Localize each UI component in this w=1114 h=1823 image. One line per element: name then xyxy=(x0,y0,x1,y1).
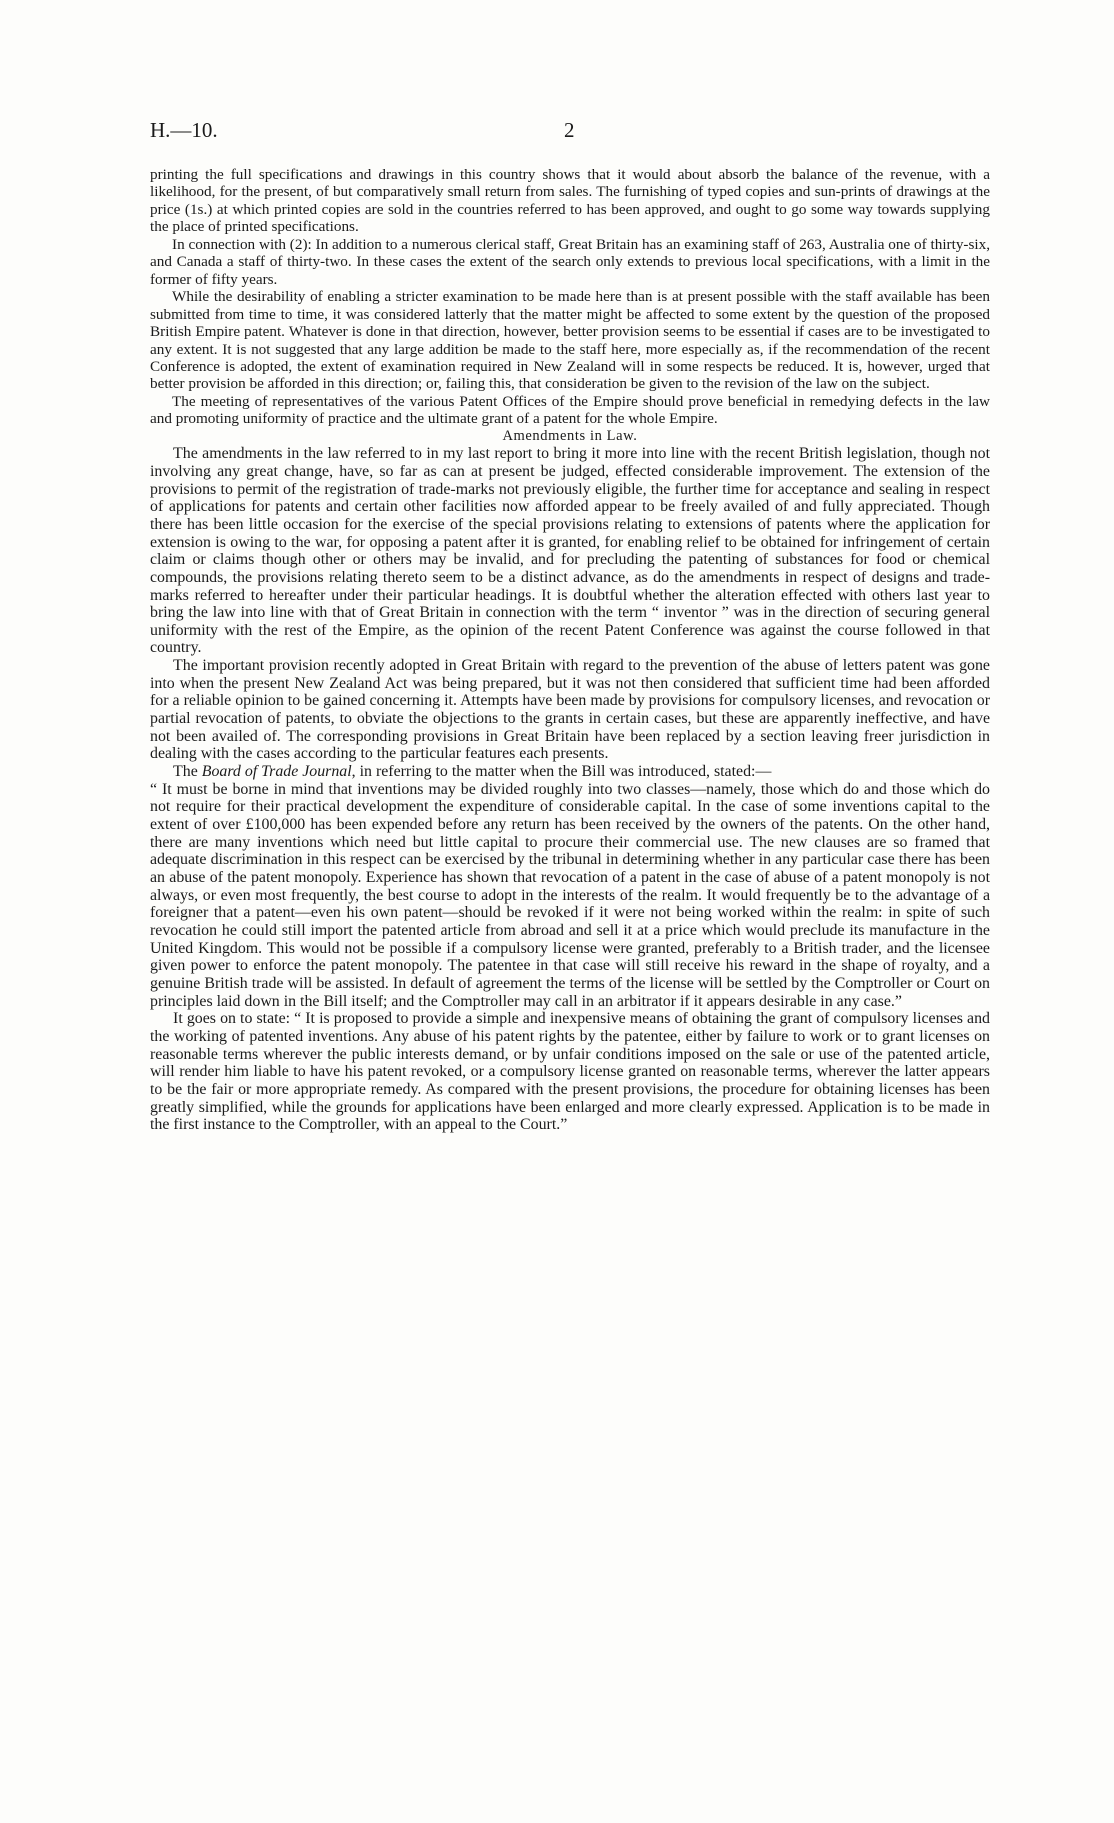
paragraph-7 xyxy=(150,763,990,781)
paragraph-5: The amendments in the law referred to in my last report to bring it more into line with the recent British legislation, though not involving any great change, have, so far as can at present be judged, effected considerable improvement. The extension of the provisions to permit of the registration of trade-marks not previously eligible, the further time for acceptance and sealing in respect of applications for patents and certain other facilities now afforded appear to be freely availed of and fully appreciated. Though there has been little occasion for the exercise of the special provisions relating to extensions of patents where the application for extension is owing to the war, for opposing a patent after it is granted, for enabling relief to be obtained for infringement of certain claim or claims though other or others may be invalid, and for precluding the patenting of substances for food or chemical compounds, the provisions relating thereto seem to be a distinct advance, as do the amendments in respect of designs and trade-marks referred to hereafter under their particular headings. It is doubtful whether the alteration effected with others last year to bring the law into line with that of Great Britain in connection with the term “ inventor ” was in the direction of securing general uniformity with the rest of the Empire, as the opinion of the recent Patent Conference was against the course followed in that country. xyxy=(150,445,990,657)
paragraph-1: printing the full specifications and drawings in this country shows that it would about absorb the balance of the revenue, with a likelihood, for the present, of but comparatively small return from sales. The furnishing of typed copies and sun-prints of drawings at the price (1s.) at which printed copies are sold in the countries referred to has been approved, and ought to go some way towards supplying the place of printed specifications. xyxy=(150,166,990,236)
quoted-passage: “ It must be borne in mind that inventions may be divided roughly into two classes—namely, those which do and those which do not require for their practical development the expenditure of considerable capital. In the case of some inventions capital to the extent of over £100,000 has been expended before any return has been received by the owners of the patents. On the other hand, there are many inventions which need but little capital to procure their commercial use. The new clauses are so framed that adequate discrimination in this respect can be exercised by the tribunal in determining whether in any particular case there has been an abuse of the patent monopoly. Experience has shown that revocation of a patent in the case of abuse of a patent monopoly is not always, or even most frequently, the best course to adopt in the interests of the realm. It would frequently be to the advantage of a foreigner that a patent—even his own patent—should be revoked if it were not being worked within the realm: in spite of such revocation he could still import the patented article from abroad and sell it at a price which would preclude its manufacture in the United Kingdom. This would not be possible if a compulsory license were granted, preferably to a British trader, and the licensee given power to enforce the patent monopoly. The patentee in that case will still receive his reward in the shape of royalty, and a genuine British trade will be assisted. In default of agreement the terms of the license will be settled by the Comptroller or Court on principles laid down in the Bill itself; and the Comptroller may call in an arbitrator if it appears desirable in any case.” xyxy=(150,780,990,1010)
paragraph-3: While the desirability of enabling a stricter examination to be made here than is at present possible with the staff available has been submitted from time to time, it was considered latterly that the matter might be affected to some extent by the question of the proposed British Empire patent. Whatever is done in that direction, however, better provision seems to be essential if cases are to be investigated to any extent. It is not suggested that any large addition be made to the staff here, more especially as, if the recommendation of the recent Conference is adopted, the extent of examination required in New Zealand will in some respects be reduced. It is, however, urged that better provision be afforded in this direction; or, failing this, that consideration be given to the revision of the law on the subject. xyxy=(150,288,990,393)
journal-title: Board of Trade Journal xyxy=(201,763,352,781)
paragraph-6: The important provision recently adopted in Great Britain with regard to the prevention of the abuse of letters patent was gone into when the present New Zealand Act was being prepared, but it was not then considered that sufficient time had been afforded for a reliable opinion to be gained concerning it. Attempts have been made by provisions for compulsory licenses, and revocation or partial revocation of patents, to obviate the objections to the grants in certain cases, but these are apparently ineffective, and have not been availed of. The corresponding provisions in Great Britain have been replaced by a section leaving freer jurisdiction in dealing with the cases according to the particular features each presents. xyxy=(150,657,990,763)
paragraph-4: The meeting of representatives of the various Patent Offices of the Empire should prove beneficial in remedying defects in the law and promoting uniformity of practice and the ultimate grant of a patent for the whole Empire. xyxy=(150,392,990,428)
page-number: 2 xyxy=(564,118,575,142)
document-body xyxy=(150,166,990,1134)
paragraph-7-pre: The xyxy=(173,763,202,781)
paragraph-7-post: , in referring to the matter when the Bill was introduced, stated:— xyxy=(351,763,772,781)
page-header xyxy=(150,118,990,148)
document-reference: H.—10. xyxy=(150,118,218,142)
paragraph-2: In connection with (2): In addition to a numerous clerical staff, Great Britain has an examining staff of 263, Australia one of thirty-six, and Canada a staff of thirty-two. In these cases the extent of the search only extends to previous local specifications, with a limit in the former of fifty years. xyxy=(150,235,990,288)
paragraph-9: It goes on to state: “ It is proposed to provide a simple and inexpensive means of obtaining the grant of compulsory licenses and the working of patented inventions. Any abuse of his patent rights by the patentee, either by failure to work or to grant licenses on reasonable terms wherever the public interests demand, or by unfair conditions imposed on the sale or use of the patented article, will render him liable to have his patent revoked, or a compulsory license granted on reasonable terms, wherever the latter appears to be the fair or more appropriate remedy. As compared with the present provisions, the procedure for obtaining licenses has been greatly simplified, while the grounds for applications have been enlarged and more clearly expressed. Application is to be made in the first instance to the Comptroller, with an appeal to the Court.” xyxy=(150,1010,990,1134)
section-heading: Amendments in Law. xyxy=(502,427,638,444)
